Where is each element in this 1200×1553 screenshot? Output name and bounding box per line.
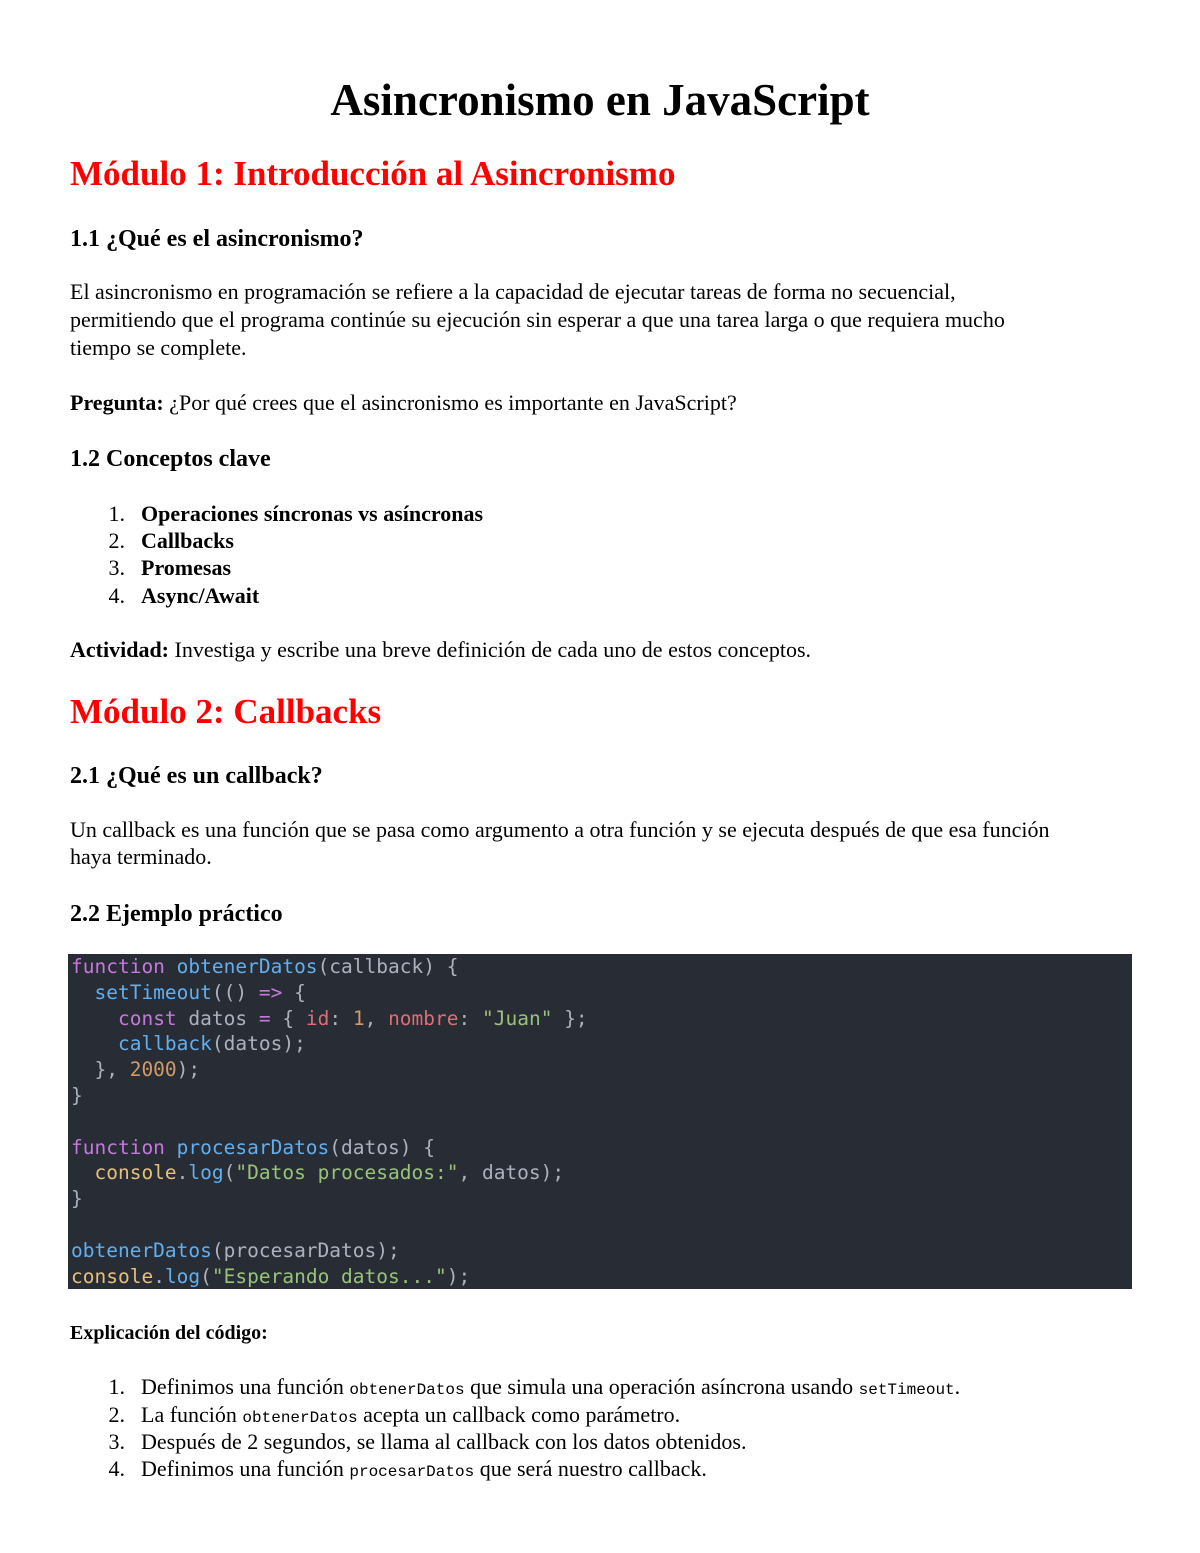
list-item-text (141, 1373, 960, 1404)
code-token (71, 1032, 118, 1055)
code-token: (procesarDatos); (211, 1238, 400, 1262)
explanation-item (0, 1373, 1200, 1401)
list-item-text (141, 1455, 707, 1486)
code-token (71, 1007, 118, 1030)
code-line (71, 1006, 588, 1032)
code-token: = (258, 1006, 271, 1030)
code-token: : (329, 1006, 353, 1030)
code-token: . (176, 1161, 189, 1185)
code-block (68, 954, 1132, 1289)
explanation-item (0, 1428, 1200, 1456)
list-item-text (141, 1428, 746, 1456)
code-token: callback (117, 1032, 212, 1056)
code-token: setTimeout (94, 980, 212, 1004)
code-token: procesarDatos (176, 1135, 330, 1159)
code-token: "Esperando datos..." (211, 1264, 447, 1288)
list-item-text: Promesas (141, 555, 232, 580)
code-token: log (164, 1264, 201, 1288)
module-1-heading: Módulo 1: Introducción al Asincronismo (70, 154, 676, 193)
list-item-text: Operaciones síncronas vs asíncronas (141, 501, 484, 526)
code-token: (() (211, 980, 259, 1004)
code-token: : (458, 1006, 482, 1030)
inline-code: setTimeout (858, 1381, 955, 1399)
code-line (71, 1160, 564, 1186)
code-token: ); (176, 1058, 201, 1082)
code-token: obtenerDatos (176, 955, 318, 978)
inline-code: obtenerDatos (242, 1409, 358, 1427)
code-token: nombre (388, 1006, 459, 1030)
section-2-2-heading: 2.2 Ejemplo práctico (70, 901, 283, 927)
question-label: Pregunta: (70, 390, 164, 415)
code-line (71, 980, 306, 1006)
list-item-text: Callbacks (141, 528, 234, 553)
text-run: La función (141, 1402, 243, 1427)
activity-label: Actividad: (70, 637, 169, 662)
code-line (71, 1264, 470, 1290)
text-run: Definimos una función (141, 1456, 350, 1481)
code-token: => (258, 980, 283, 1004)
list-item-number: 3. (108, 1429, 125, 1454)
code-line (71, 1135, 435, 1161)
code-token: { (270, 1006, 306, 1030)
code-token: "Datos procesados:" (235, 1161, 459, 1185)
code-token: ); (446, 1264, 471, 1288)
list-item-number: 1. (108, 501, 125, 526)
code-token: } (71, 1084, 83, 1107)
section-2-1-heading: 2.1 ¿Qué es un callback? (70, 763, 323, 789)
code-token: . (153, 1264, 165, 1288)
code-token: datos (188, 1006, 259, 1030)
code-token: } (71, 1187, 83, 1211)
code-token: }, (71, 1058, 130, 1082)
section-2-1-text-line-2: haya terminado. (70, 844, 212, 869)
text-run: . (954, 1374, 961, 1399)
list-item (0, 582, 1200, 610)
code-token: }; (552, 1006, 588, 1030)
text-run: acepta un callback como parámetro. (357, 1402, 681, 1427)
section-1-1-heading: 1.1 ¿Qué es el asincronismo? (70, 226, 364, 252)
code-token: 1 (352, 1006, 365, 1030)
code-token: 2000 (129, 1058, 177, 1082)
explanation-item (0, 1401, 1200, 1429)
code-line (71, 1083, 83, 1109)
code-token: { (282, 980, 306, 1004)
question-paragraph (70, 389, 737, 417)
inline-code: procesarDatos (349, 1463, 475, 1481)
text-run: que será nuestro callback. (474, 1456, 707, 1481)
code-token: , (364, 1006, 389, 1030)
code-token: function (71, 1135, 177, 1159)
list-item-number: 1. (108, 1374, 125, 1399)
explanation-item (0, 1455, 1200, 1483)
code-line (71, 1238, 400, 1264)
code-token: ( (200, 1264, 212, 1288)
code-token: console (94, 1161, 177, 1185)
list-item-number: 4. (108, 583, 125, 608)
code-token: , datos); (458, 1161, 565, 1185)
question-text: ¿Por qué crees que el asincronismo es importante en JavaScript? (163, 390, 737, 415)
list-item (0, 527, 1200, 555)
text-run: Definimos una función (141, 1374, 350, 1399)
explanation-heading: Explicación del código: (70, 1322, 268, 1344)
code-line (71, 1031, 306, 1057)
list-item-number: 3. (108, 555, 125, 580)
code-token: (callback) { (317, 955, 459, 978)
code-token (71, 1161, 94, 1184)
section-1-1-text-line-3: tiempo se complete. (70, 335, 247, 360)
code-token: id (305, 1006, 330, 1030)
document-title: Asincronismo en JavaScript (330, 75, 870, 125)
text-run: Después de 2 segundos, se llama al callback con los datos obtenidos. (141, 1429, 747, 1454)
code-token: (datos); (211, 1032, 306, 1056)
list-item-number: 2. (108, 528, 125, 553)
code-token: console (71, 1264, 154, 1288)
code-line (71, 1057, 200, 1083)
section-1-1-text-line-2: permitiendo que el programa continúe su ejecución sin esperar a que una tarea larga o que requiera mucho (70, 307, 1005, 332)
code-token: const (117, 1006, 189, 1030)
section-2-1-text-line-1: Un callback es una función que se pasa como argumento a otra función y se ejecuta después de que esa función (70, 817, 1050, 842)
code-token: "Juan" (482, 1006, 553, 1030)
code-token: obtenerDatos (71, 1238, 212, 1262)
list-item-number: 2. (108, 1402, 125, 1427)
list-item-number: 4. (108, 1456, 125, 1481)
list-item (0, 554, 1200, 582)
list-item (0, 500, 1200, 528)
text-run: que simula una operación asíncrona usando (464, 1374, 859, 1399)
inline-code: obtenerDatos (349, 1381, 465, 1399)
code-line (71, 1186, 83, 1212)
section-1-2-heading: 1.2 Conceptos clave (70, 446, 271, 472)
section-1-1-text-line-1: El asincronismo en programación se refiere a la capacidad de ejecutar tareas de forma no secuencial, (70, 279, 956, 304)
code-line (71, 954, 458, 980)
code-token: ( (223, 1161, 236, 1185)
code-token: function (71, 955, 177, 978)
activity-paragraph (70, 636, 811, 664)
code-token (71, 981, 94, 1004)
code-token: (datos) { (329, 1135, 435, 1159)
module-2-heading: Módulo 2: Callbacks (70, 692, 382, 731)
code-token: log (188, 1161, 224, 1185)
activity-text: Investiga y escribe una breve definición de cada uno de estos conceptos. (169, 637, 812, 662)
list-item-text: Async/Await (141, 583, 260, 608)
